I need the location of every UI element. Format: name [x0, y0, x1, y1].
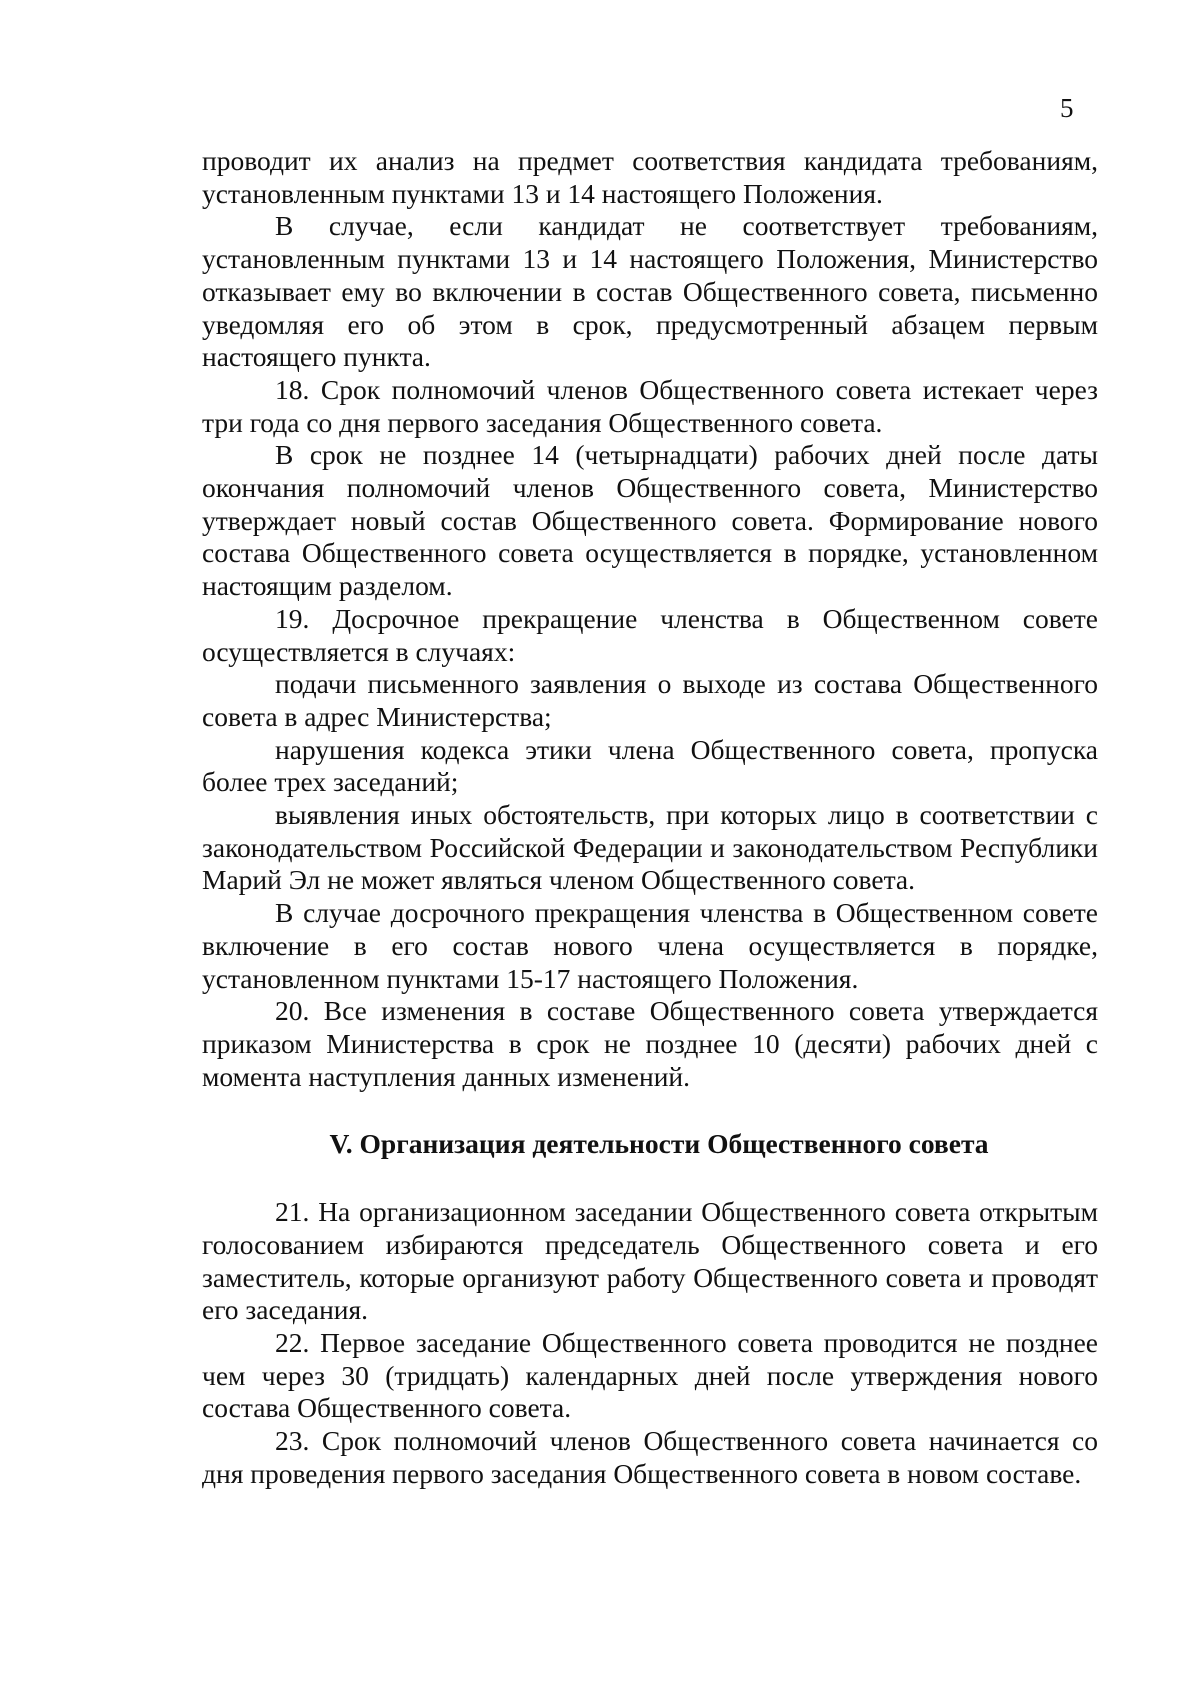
section-heading: V. Организация деятельности Общественного совета — [329, 1128, 989, 1160]
paragraph-item-21: 21. На организационном заседании Общественного совета открытым голосованием избираются председатель Общественного совета и его заместитель, которые организуют работу Общественного совета и проводят его заседания. — [202, 1196, 1098, 1326]
paragraph-subitem: нарушения кодекса этики члена Общественного совета, пропуска более трех заседаний; — [202, 733, 1098, 798]
paragraph-item-23: 23. Срок полномочий членов Общественного совета начинается со дня проведения первого заседания Общественного совета в новом составе. — [202, 1425, 1098, 1489]
paragraph-item-18: 18. Срок полномочий членов Общественного совета истекает через три года со дня первого заседания Общественного совета. — [202, 373, 1098, 438]
paragraph-subitem: выявления иных обстоятельств, при которых лицо в соответствии с законодательством Российской Федерации и законодательством Республики Марий Эл не может являться членом Общественного совета. — [202, 799, 1098, 896]
paragraph: В случае, если кандидат не соответствует требованиям, установленным пунктами 13 и 14 настоящего Положения, Министерство отказывает ему во включении в состав Общественного совета, письменно уведомляя его об этом в срок, предусмотренный абзацем первым настоящего пункта. — [202, 210, 1098, 373]
paragraph-item-20: 20. Все изменения в составе Общественного совета утверждается приказом Министерства в срок не позднее 10 (десяти) рабочих дней с момента наступления данных изменений. — [202, 995, 1098, 1092]
paragraph-continuation: проводит их анализ на предмет соответствия кандидата требованиям, установленным пунктами 13 и 14 настоящего Положения. — [202, 145, 1098, 209]
paragraph: В случае досрочного прекращения членства в Общественном совете включение в его состав нового члена осуществляется в порядке, установленном пунктами 15-17 настоящего Положения. — [202, 897, 1098, 994]
document-body — [202, 145, 1098, 1490]
page-number: 5 — [1060, 93, 1074, 123]
paragraph: В срок не позднее 14 (четырнадцати) рабочих дней после даты окончания полномочий членов Общественного совета, Министерство утверждает новый состав Общественного совета. Формирование нового состава Общественного совета осуществляется в порядке, установленном настоящим разделом. — [202, 439, 1098, 602]
paragraph-item-19: 19. Досрочное прекращение членства в Общественном совете осуществляется в случаях: — [202, 602, 1098, 667]
paragraph-subitem: подачи письменного заявления о выходе из состава Общественного совета в адрес Министерства; — [202, 668, 1098, 732]
paragraph-item-22: 22. Первое заседание Общественного совета проводится не позднее чем через 30 (тридцать) календарных дней после утверждения нового состава Общественного совета. — [202, 1326, 1098, 1424]
